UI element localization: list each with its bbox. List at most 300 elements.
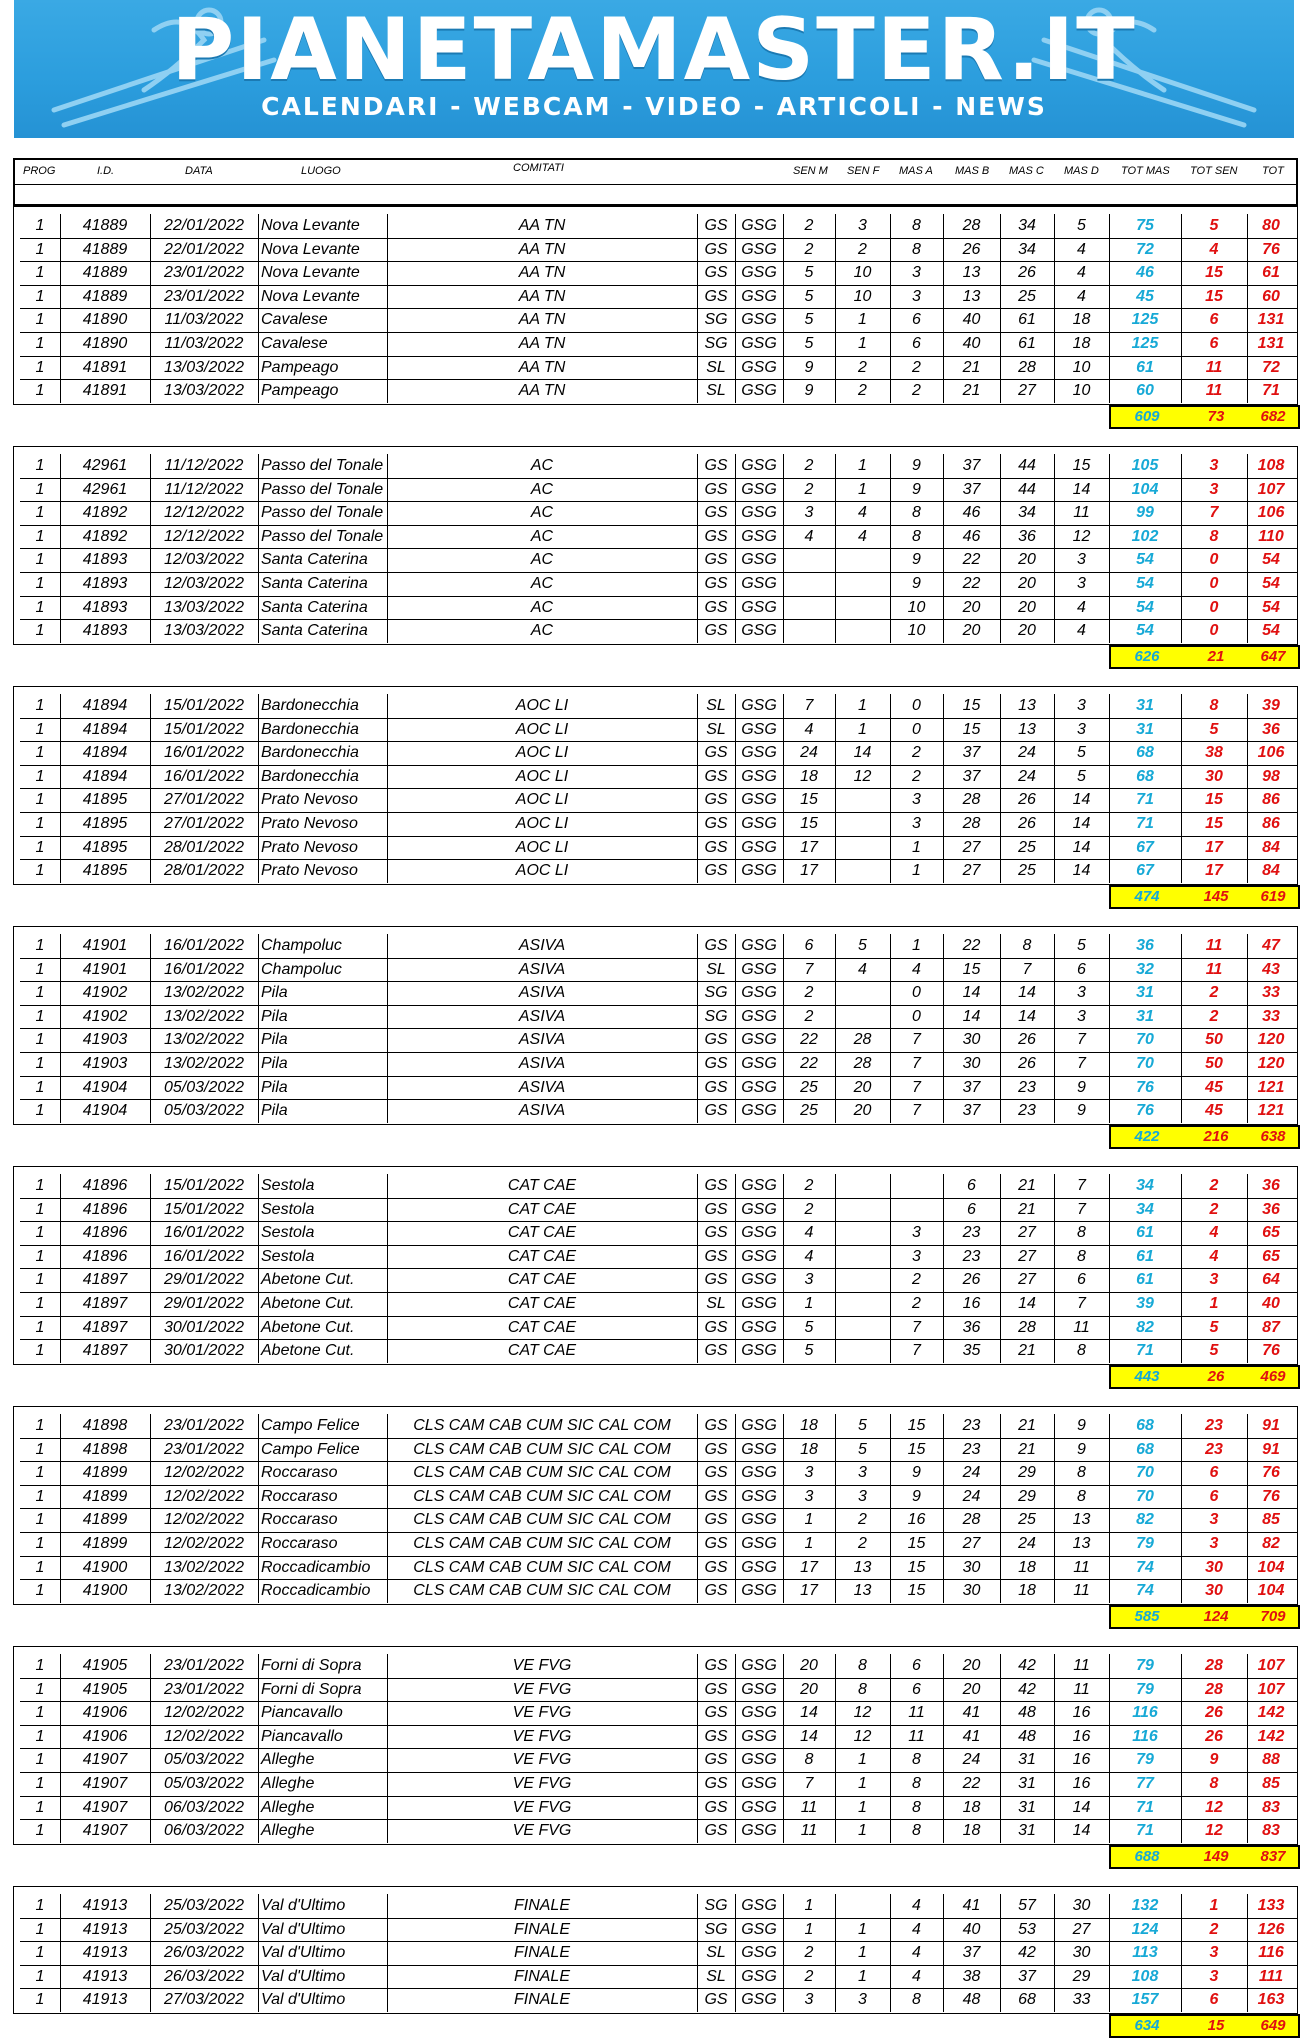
cell-tot: 116: [1258, 1944, 1284, 1962]
row-divider: [20, 332, 1298, 333]
cell-mas-a: 0: [912, 720, 921, 738]
cell-discipline: GS: [704, 527, 728, 545]
table-row: [0, 572, 1309, 595]
cell-id: 41907: [82, 1822, 128, 1840]
row-divider: [20, 1292, 1298, 1293]
cell-date: 16/01/2022: [163, 960, 245, 978]
table-row: [0, 981, 1309, 1004]
cell-mas-a: 0: [912, 1007, 921, 1025]
table-row: [0, 454, 1309, 477]
row-divider: [20, 1438, 1298, 1439]
cell-discipline: GS: [704, 1680, 728, 1698]
cell-category: GSG: [741, 622, 777, 640]
row-divider: [20, 1579, 1298, 1580]
table-row: [0, 1438, 1309, 1461]
table-row: [0, 1292, 1309, 1315]
cell-mas-d: 14: [1072, 1798, 1091, 1816]
cell-tot-mas: 125: [1131, 335, 1159, 352]
cell-mas-c: 25: [1018, 862, 1036, 880]
cell-id: 41898: [82, 1417, 128, 1434]
cell-discipline: GS: [704, 1031, 728, 1049]
cell-mas-c: 34: [1018, 240, 1036, 258]
total-tot: 647: [1260, 647, 1286, 665]
cell-tot: 47: [1262, 937, 1280, 954]
cell-tot-mas: 132: [1131, 1897, 1159, 1914]
cell-tot: 126: [1257, 1920, 1285, 1938]
row-divider: [20, 1316, 1298, 1317]
cell-place: Passo del Tonale: [261, 480, 384, 498]
cell-mas-b: 41: [962, 1704, 981, 1722]
cell-sen-m: [783, 596, 835, 619]
cell-id: 41913: [82, 1897, 128, 1914]
cell-category: GSG: [741, 1464, 777, 1482]
cell-mas-d: 16: [1072, 1751, 1091, 1769]
cell-mas-a: 1: [912, 862, 921, 880]
cell-mas-c: 26: [1018, 1031, 1036, 1049]
cell-committee: ASIVA: [518, 1007, 566, 1025]
row-divider: [20, 1772, 1298, 1773]
cell-category: GSG: [741, 1440, 777, 1458]
cell-tot-sen: 30: [1205, 1558, 1223, 1576]
cell-tot: 65: [1262, 1247, 1280, 1265]
cell-tot-sen: 3: [1209, 1967, 1219, 1985]
total-tot-mas: 688: [1134, 1847, 1160, 1865]
cell-mas-d: 4: [1077, 622, 1086, 640]
cell-place: Passo del Tonale: [261, 457, 384, 474]
cell-committee: FINALE: [513, 1991, 570, 2009]
cell-mas-c: 20: [1018, 575, 1036, 592]
cell-discipline: GS: [704, 1342, 728, 1360]
header-sen-m: SEN M: [793, 165, 828, 177]
cell-tot-sen: 0: [1209, 551, 1219, 569]
cell-tot: 85: [1262, 1775, 1280, 1792]
cell-place: Piancavallo: [261, 1727, 343, 1745]
cell-committee: VE FVG: [512, 1822, 572, 1840]
table-row: [0, 1485, 1309, 1508]
cell-mas-d: 11: [1073, 504, 1090, 522]
cell-category: GSG: [741, 1102, 777, 1120]
cell-sen-f: 1: [858, 697, 867, 714]
cell-sen-m: 1: [804, 1535, 814, 1552]
cell-discipline: GS: [704, 744, 728, 762]
cell-discipline: SL: [706, 1967, 726, 1985]
cell-sen-m: 22: [800, 1055, 818, 1072]
table-row: [0, 1748, 1309, 1771]
cell-discipline: GS: [704, 504, 728, 522]
table-row: [0, 596, 1309, 619]
cell-sen-f: 4: [858, 504, 867, 522]
cell-sen-f: 4: [858, 527, 867, 545]
cell-mas-b: 15: [962, 720, 981, 738]
cell-mas-b: 26: [962, 240, 981, 258]
cell-sen-m: 6: [804, 937, 814, 954]
cell-mas-c: 18: [1018, 1558, 1036, 1576]
cell-mas-d: 11: [1073, 1558, 1090, 1576]
cell-mas-b: 23: [962, 1247, 981, 1265]
cell-sen-m: [783, 619, 835, 642]
cell-category: GSG: [741, 551, 777, 569]
cell-tot-sen: 5: [1209, 217, 1219, 234]
cell-sen-f: 1: [858, 1798, 867, 1816]
cell-prog: 1: [35, 1775, 45, 1792]
cell-mas-b: 27: [962, 862, 981, 880]
cell-mas-a: [890, 1198, 943, 1221]
cell-category: GSG: [741, 527, 777, 545]
cell-place: Alleghe: [261, 1775, 315, 1792]
cell-sen-m: 2: [804, 1944, 814, 1962]
cell-date: 15/01/2022: [163, 1200, 245, 1218]
cell-tot-sen: 8: [1209, 697, 1219, 714]
cell-sen-m: 4: [804, 527, 814, 545]
cell-mas-a: 2: [912, 767, 921, 785]
cell-committee: AA TN: [518, 335, 566, 352]
cell-place: Sestola: [261, 1247, 315, 1265]
cell-sen-f: 4: [858, 960, 867, 978]
cell-place: Roccaraso: [261, 1487, 338, 1505]
cell-committee: FINALE: [513, 1944, 570, 1962]
cell-date: 23/01/2022: [163, 1657, 245, 1674]
cell-mas-c: 31: [1018, 1775, 1036, 1792]
cell-discipline: SG: [704, 1007, 728, 1025]
cell-mas-a: 6: [912, 311, 921, 329]
cell-sen-m: 2: [804, 1007, 814, 1025]
total-tot: 638: [1260, 1127, 1286, 1145]
cell-tot-mas: 61: [1136, 1271, 1154, 1289]
cell-place: Champoluc: [261, 960, 342, 978]
table-row: [0, 765, 1309, 788]
cell-mas-d: 6: [1077, 960, 1086, 978]
cell-date: 12/12/2022: [163, 504, 245, 522]
cell-id: 41905: [82, 1680, 128, 1698]
cell-mas-d: 8: [1077, 1224, 1086, 1242]
cell-sen-m: 4: [804, 1224, 814, 1242]
cell-tot-sen: 3: [1209, 1271, 1219, 1289]
cell-place: Pila: [261, 1007, 288, 1025]
cell-category: GSG: [741, 1535, 777, 1552]
cell-place: Pila: [261, 1102, 288, 1120]
cell-place: Abetone Cut.: [261, 1318, 355, 1336]
cell-tot-mas: 71: [1136, 1822, 1154, 1840]
cell-prog: 1: [35, 960, 45, 978]
cell-prog: 1: [35, 551, 45, 569]
cell-mas-a: 9: [912, 1464, 921, 1482]
total-tot-mas: 443: [1134, 1367, 1160, 1385]
cell-category: GSG: [741, 1342, 777, 1360]
cell-mas-d: 5: [1077, 744, 1086, 762]
cell-mas-d: 12: [1072, 527, 1091, 545]
cell-sen-f: 2: [858, 1535, 867, 1552]
cell-mas-a: 10: [907, 598, 926, 616]
cell-place: Sestola: [261, 1177, 315, 1194]
cell-tot-mas: 67: [1136, 838, 1154, 856]
cell-sen-f: 10: [853, 264, 872, 282]
cell-prog: 1: [35, 1751, 45, 1769]
total-tot-mas: 474: [1134, 887, 1160, 905]
cell-mas-d: 7: [1077, 1200, 1086, 1218]
cell-mas-c: 48: [1018, 1727, 1036, 1745]
cell-id: 41896: [82, 1247, 128, 1265]
cell-mas-c: 23: [1018, 1078, 1036, 1096]
cell-category: GSG: [741, 697, 777, 714]
cell-mas-c: 26: [1018, 815, 1036, 832]
row-divider: [20, 1532, 1298, 1533]
cell-place: Nova Levante: [261, 217, 360, 234]
cell-mas-d: 9: [1077, 1417, 1086, 1434]
cell-mas-b: 28: [962, 217, 981, 234]
cell-sen-m: 3: [804, 1991, 814, 2009]
cell-place: Passo del Tonale: [261, 504, 384, 522]
cell-discipline: SG: [704, 984, 728, 1002]
cell-mas-c: 20: [1018, 598, 1036, 616]
cell-id: 41896: [82, 1200, 128, 1218]
cell-committee: AA TN: [518, 311, 566, 329]
cell-discipline: SL: [706, 697, 726, 714]
cell-prog: 1: [35, 527, 45, 545]
cell-sen-f: 12: [853, 1727, 872, 1745]
cell-category: GSG: [741, 1055, 777, 1072]
cell-committee: AA TN: [518, 264, 566, 282]
cell-date: 06/03/2022: [163, 1822, 245, 1840]
cell-mas-d: 11: [1073, 1318, 1090, 1336]
table-row: [0, 1532, 1309, 1555]
cell-mas-b: 46: [962, 504, 981, 522]
cell-committee: CLS CAM CAB CUM SIC CAL COM: [413, 1487, 671, 1505]
cell-mas-a: 9: [912, 457, 921, 474]
cell-tot-mas: 61: [1136, 358, 1154, 376]
table-row: [0, 1316, 1309, 1339]
cell-mas-a: [890, 1174, 943, 1197]
cell-tot-sen: 30: [1205, 767, 1223, 785]
cell-id: 41899: [82, 1487, 128, 1505]
cell-committee: AOC LI: [515, 744, 569, 762]
cell-committee: CAT CAE: [507, 1318, 577, 1336]
cell-committee: AOC LI: [515, 791, 569, 809]
cell-mas-c: 61: [1018, 335, 1036, 352]
cell-prog: 1: [35, 598, 45, 616]
cell-committee: AC: [530, 622, 554, 640]
cell-prog: 1: [35, 1295, 45, 1312]
table-row: [0, 788, 1309, 811]
cell-tot-mas: 76: [1136, 1102, 1154, 1120]
cell-mas-c: 21: [1018, 1177, 1036, 1194]
cell-tot-sen: 2: [1209, 1007, 1219, 1025]
table-row: [0, 1099, 1309, 1122]
cell-prog: 1: [35, 1464, 45, 1482]
cell-tot: 163: [1257, 1991, 1285, 2009]
table-row: [0, 694, 1309, 717]
cell-tot-mas: 67: [1136, 862, 1154, 880]
cell-tot: 98: [1262, 767, 1280, 785]
cell-committee: ASIVA: [518, 1055, 566, 1072]
cell-tot: 39: [1262, 697, 1280, 714]
cell-discipline: GS: [704, 622, 728, 640]
cell-id: 41902: [82, 984, 128, 1002]
cell-committee: AOC LI: [515, 697, 569, 714]
table-row: [0, 356, 1309, 379]
cell-mas-a: 8: [912, 504, 921, 522]
cell-prog: 1: [35, 1342, 45, 1360]
cell-sen-m: 1: [804, 1897, 814, 1914]
cell-committee: FINALE: [513, 1967, 570, 1985]
cell-tot-sen: 9: [1209, 1751, 1219, 1769]
row-divider: [20, 238, 1298, 239]
cell-sen-m: 17: [800, 862, 818, 880]
cell-sen-m: 2: [804, 1177, 814, 1194]
cell-discipline: GS: [704, 1558, 728, 1576]
cell-mas-c: 42: [1018, 1944, 1036, 1962]
cell-sen-m: 15: [800, 815, 818, 832]
cell-tot-mas: 68: [1136, 744, 1154, 762]
table-row: [0, 1508, 1309, 1531]
cell-sen-m: 17: [800, 1558, 818, 1576]
cell-tot-sen: 4: [1209, 1224, 1219, 1242]
cell-mas-a: 15: [907, 1440, 926, 1458]
cell-mas-c: 27: [1018, 1224, 1036, 1242]
cell-sen-m: 5: [804, 335, 814, 352]
cell-sen-m: 2: [804, 457, 814, 474]
cell-tot-mas: 31: [1136, 697, 1154, 714]
cell-mas-b: 20: [962, 1680, 981, 1698]
cell-tot-mas: 71: [1136, 815, 1154, 832]
cell-sen-m: 1: [804, 1920, 814, 1938]
cell-tot: 86: [1262, 791, 1280, 809]
cell-mas-d: 16: [1072, 1775, 1091, 1792]
cell-discipline: GS: [704, 1318, 728, 1336]
cell-sen-m: [783, 572, 835, 595]
cell-committee: AC: [530, 504, 554, 522]
cell-place: Prato Nevoso: [261, 862, 358, 880]
cell-id: 41903: [82, 1031, 128, 1049]
site-logo[interactable]: PIANETAMASTER.IT: [171, 0, 1137, 100]
cell-mas-b: 28: [962, 1511, 981, 1529]
cell-mas-c: 14: [1018, 1007, 1036, 1025]
cell-tot-sen: 7: [1209, 504, 1219, 522]
cell-mas-c: 18: [1018, 1582, 1036, 1600]
table-row: [0, 214, 1309, 237]
cell-sen-m: 9: [804, 382, 814, 400]
cell-mas-d: 4: [1077, 287, 1086, 305]
cell-tot-mas: 108: [1131, 1967, 1159, 1985]
cell-tot-mas: 104: [1131, 480, 1159, 498]
cell-sen-m: 11: [800, 1798, 818, 1816]
cell-category: GSG: [741, 767, 777, 785]
cell-place: Val d'Ultimo: [261, 1991, 346, 2009]
cell-mas-b: 26: [962, 1271, 981, 1289]
header-committee: COMITATI: [513, 162, 564, 174]
cell-category: GSG: [741, 335, 777, 352]
cell-place: Alleghe: [261, 1822, 315, 1840]
cell-tot-mas: 60: [1136, 382, 1154, 400]
cell-discipline: SG: [704, 1897, 728, 1914]
cell-mas-b: 16: [962, 1295, 981, 1312]
cell-prog: 1: [35, 457, 45, 474]
cell-mas-d: 3: [1077, 1007, 1086, 1025]
row-divider: [20, 1052, 1298, 1053]
cell-mas-b: 20: [962, 598, 981, 616]
cell-category: GSG: [741, 937, 777, 954]
cell-discipline: GS: [704, 1487, 728, 1505]
cell-sen-f: 2: [858, 358, 867, 376]
row-divider: [20, 308, 1298, 309]
cell-discipline: GS: [704, 1464, 728, 1482]
cell-discipline: GS: [704, 480, 728, 498]
cell-category: GSG: [741, 984, 777, 1002]
cell-mas-c: 13: [1018, 720, 1036, 738]
cell-sen-m: 4: [804, 1247, 814, 1265]
total-tot-mas: 585: [1134, 1607, 1160, 1625]
cell-committee: AC: [530, 575, 554, 592]
cell-mas-c: 31: [1018, 1751, 1036, 1769]
cell-prog: 1: [35, 862, 45, 880]
cell-mas-c: 61: [1018, 311, 1036, 329]
cell-tot-mas: 79: [1136, 1680, 1154, 1698]
cell-date: 12/03/2022: [163, 575, 245, 592]
cell-discipline: GS: [704, 1417, 728, 1434]
cell-id: 41889: [82, 287, 128, 305]
total-tot: 837: [1260, 1847, 1286, 1865]
cell-place: Prato Nevoso: [261, 838, 358, 856]
cell-place: Roccaraso: [261, 1535, 338, 1552]
table-row: [0, 836, 1309, 859]
cell-id: 41894: [82, 767, 128, 785]
cell-id: 41892: [82, 527, 128, 545]
cell-category: GSG: [741, 1200, 777, 1218]
cell-date: 06/03/2022: [163, 1798, 245, 1816]
cell-mas-a: 4: [912, 960, 921, 978]
cell-tot-mas: 70: [1136, 1487, 1154, 1505]
cell-date: 05/03/2022: [163, 1078, 245, 1096]
table-row: [0, 741, 1309, 764]
cell-date: 23/01/2022: [163, 287, 245, 305]
cell-prog: 1: [35, 1007, 45, 1025]
row-divider: [20, 1268, 1298, 1269]
cell-mas-b: 28: [962, 791, 981, 809]
row-divider: [20, 501, 1298, 502]
cell-sen-f: 28: [853, 1031, 872, 1049]
cell-prog: 1: [35, 697, 45, 714]
cell-mas-b: 37: [962, 1078, 981, 1096]
cell-committee: AOC LI: [515, 862, 569, 880]
cell-discipline: GS: [704, 217, 728, 234]
cell-tot-mas: 68: [1136, 767, 1154, 785]
cell-mas-d: 16: [1072, 1727, 1091, 1745]
cell-discipline: SG: [704, 335, 728, 352]
cell-discipline: SL: [706, 1295, 726, 1312]
cell-place: Pila: [261, 1031, 288, 1049]
row-divider: [20, 356, 1298, 357]
cell-tot: 71: [1262, 382, 1280, 400]
cell-prog: 1: [35, 1511, 45, 1529]
cell-mas-d: 14: [1072, 1822, 1091, 1840]
cell-mas-b: 6: [967, 1200, 976, 1218]
cell-mas-c: 21: [1018, 1440, 1036, 1458]
header-place: LUOGO: [301, 165, 341, 177]
cell-tot-sen: 4: [1209, 240, 1219, 258]
cell-discipline: SG: [704, 311, 728, 329]
cell-tot-sen: 28: [1205, 1657, 1223, 1674]
cell-mas-c: 34: [1018, 217, 1036, 234]
header-id: I.D.: [97, 165, 115, 177]
cell-tot: 36: [1262, 1200, 1280, 1218]
cell-sen-f: [835, 812, 890, 835]
cell-place: Nova Levante: [261, 240, 360, 258]
cell-tot: 43: [1262, 960, 1280, 978]
cell-sen-f: [835, 836, 890, 859]
cell-mas-a: 6: [912, 1680, 921, 1698]
cell-mas-d: 6: [1077, 1271, 1086, 1289]
cell-mas-c: 42: [1018, 1657, 1036, 1674]
cell-tot-mas: 46: [1136, 264, 1154, 282]
